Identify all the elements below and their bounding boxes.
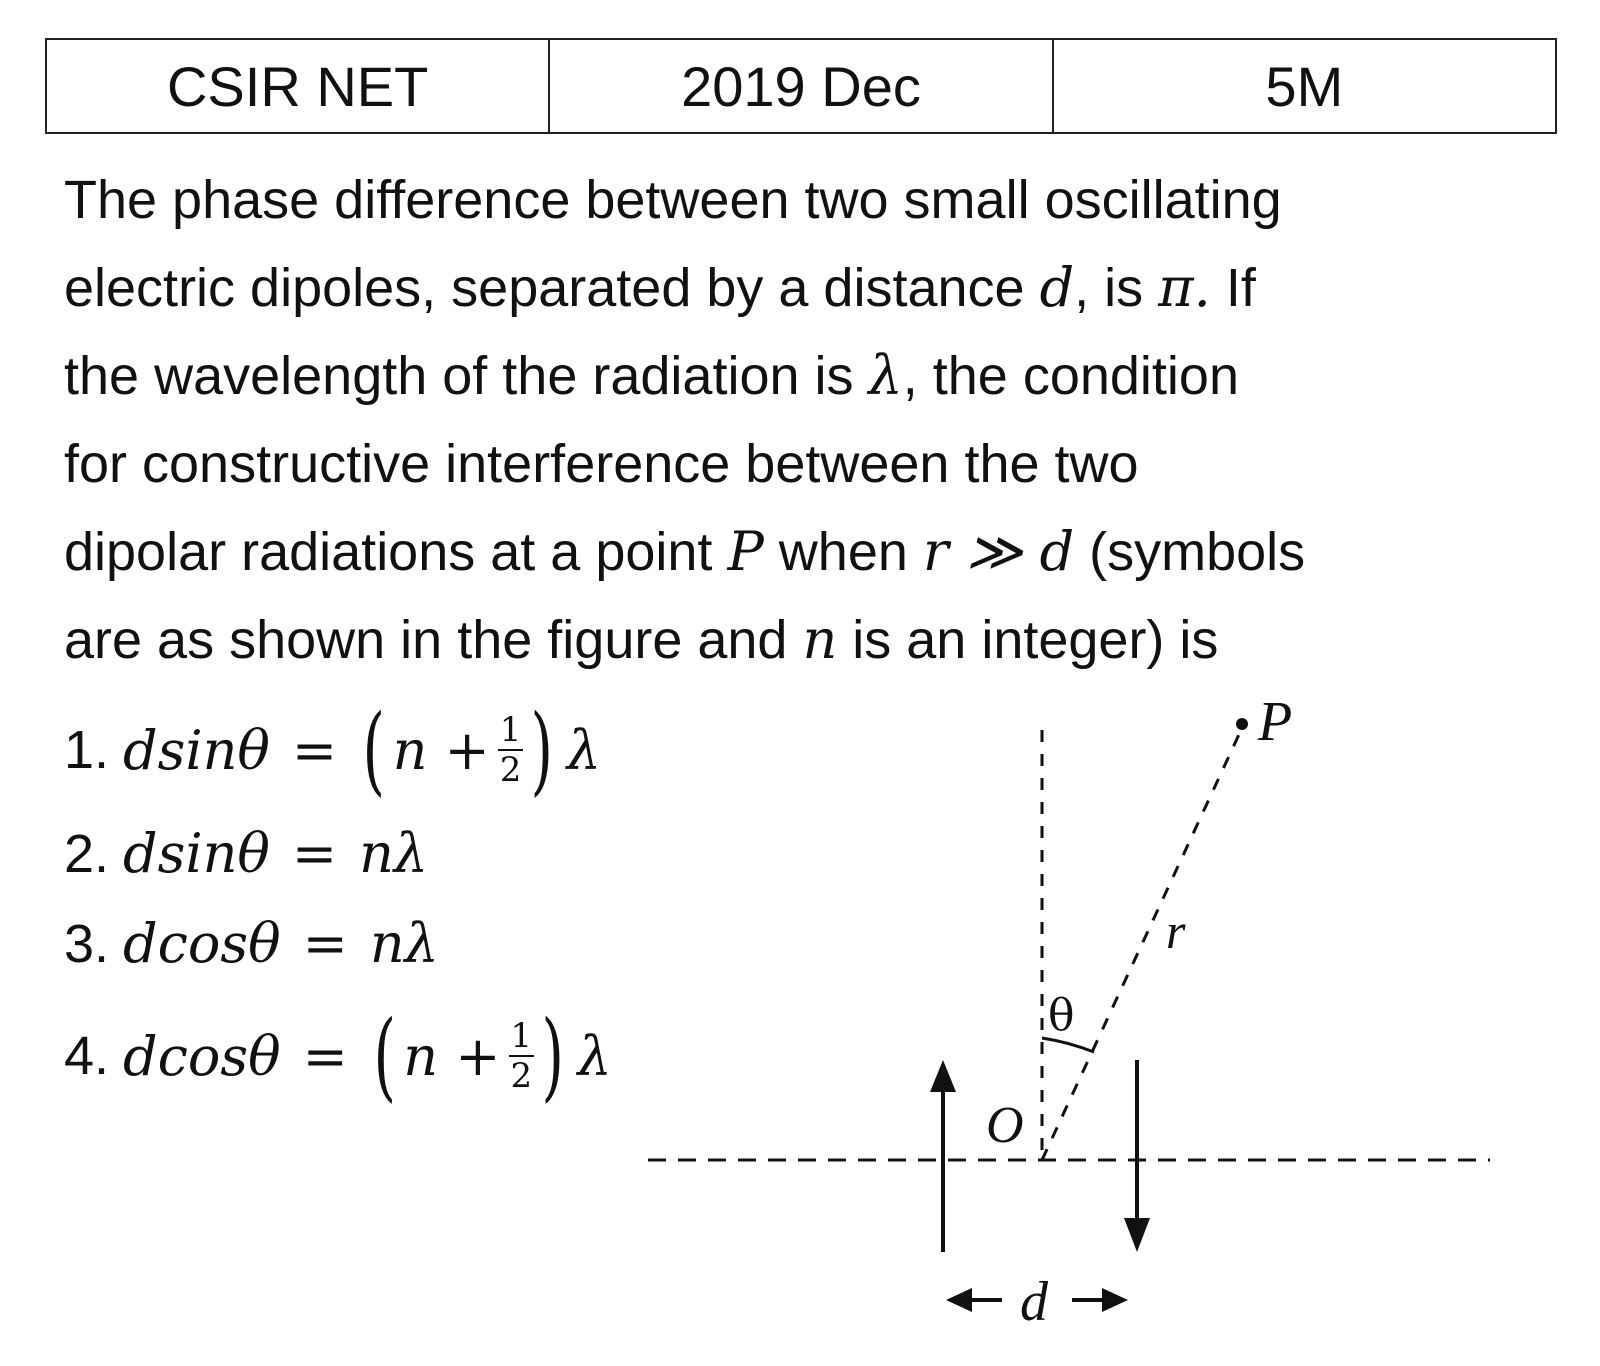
marks: 5M [1265, 54, 1344, 118]
option-number: 4. [64, 1026, 110, 1086]
exam-name: CSIR NET [47, 40, 550, 132]
label-o: O [986, 1097, 1024, 1154]
label-theta: θ [1048, 990, 1075, 1041]
question-line: are as shown in the figure and n is an integer) is [64, 608, 1219, 671]
option-number: 3. [64, 913, 110, 974]
question-line: the wavelength of the radiation is λ, the condition [64, 344, 1239, 407]
exam-session: 2019 Dec [550, 40, 1053, 132]
option-4[interactable]: 4. dcosθ = ( n + $\frac{1}{2}$ ) λ [64, 1000, 612, 1112]
option-lhs: dcosθ [123, 912, 281, 975]
question-line: The phase difference between two small oscillating [64, 170, 1282, 230]
header-table [45, 38, 1557, 134]
question-line: dipolar radiations at a point P when r ≫ d (symbols [64, 520, 1306, 583]
option-number: 1. [64, 720, 110, 780]
option-lhs: dsinθ [123, 718, 270, 782]
question-text [64, 156, 1564, 684]
option-1[interactable]: 1. dsinθ = ( n + $\frac{1}{2}$ ) λ [64, 694, 602, 806]
line-to-p [1042, 728, 1242, 1160]
fraction: $\frac{1}{2}$ [499, 710, 522, 790]
question-line: for constructive interference between the two [64, 434, 1139, 494]
fraction: $\frac{1}{2}$ [510, 1016, 533, 1096]
option-rhs: nλ [369, 912, 439, 975]
option-lhs: dsinθ [123, 822, 270, 885]
label-r: r [1166, 903, 1186, 959]
option-number: 2. [64, 823, 110, 884]
label-d: d [1020, 1271, 1048, 1333]
option-rhs: nλ [359, 822, 429, 885]
option-2[interactable]: 2. dsinθ = nλ [64, 822, 429, 885]
option-3[interactable]: 3. dcosθ = nλ [64, 912, 439, 975]
question-line: electric dipoles, separated by a distance d, is π. If [64, 256, 1256, 319]
label-p: P [1258, 691, 1293, 753]
dipole-figure [640, 690, 1520, 1350]
option-lhs: dcosθ [123, 1024, 281, 1088]
point-p [1236, 718, 1248, 730]
